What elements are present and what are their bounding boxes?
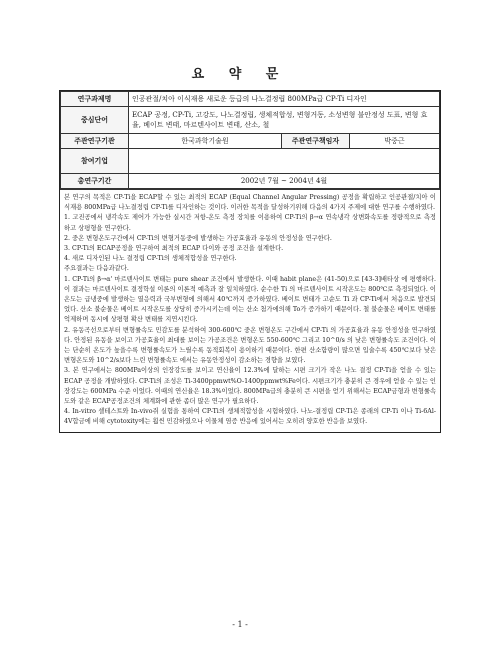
row-period	[61, 174, 440, 189]
body-paragraph: 주요결과는 다음과같다.	[64, 265, 129, 273]
period-label: 총연구기간	[61, 174, 129, 189]
body-paragraph: 3. CP-Ti의 ECAP공정을 연구하여 최적의 ECAP 다이와 공정 조건을 설계한다.	[64, 245, 284, 253]
body-paragraph: 4. 새로 디자인된 나노 결정립 CP-Ti의 생체적합성을 연구한다.	[64, 255, 237, 263]
summary-sheet	[59, 90, 441, 433]
participating-value	[129, 149, 440, 174]
row-institution	[61, 134, 440, 149]
period-value: 2002년 7월 ~ 2004년 4월	[129, 174, 440, 189]
keywords-label: 중심단어	[61, 107, 129, 134]
pi-label: 주관연구책임자	[281, 134, 349, 149]
institution-label: 주관연구기관	[61, 134, 129, 149]
body-paragraph: 2. 중온 변형온도구간에서 CP-Ti의 변형거동중에 발생하는 가공효율과 유동의 안정성을 연구한다.	[64, 234, 332, 242]
summary-body	[60, 189, 440, 432]
body-paragraph: 본 연구의 목적은 CP-Ti을 ECAP할 수 있는 최적의 ECAP (Equal Channel Angular Pressing) 공정을 확립하고 인공관절/치아 이식재용 800MPa급 나노결정립 CP-Ti를 디자인하는 것이다. 이러한 목적을 달성하기위해 다음의 4가지 주제에 대한 연구를 수행하였다.	[64, 194, 436, 212]
participating-label: 참여기업	[61, 149, 129, 174]
body-paragraph: 1. 고진공에서 냉각속도 제어가 가능한 실시간 저항-온도 측정 장치를 이용하여 CP-Ti의 β→α 연속냉각 상변화속도를 정량적으로 측정하고 상평형을 연구한다.	[64, 214, 436, 232]
row-keywords	[61, 107, 440, 134]
body-paragraph: 2. 유동곡선으로부터 변형률속도 민감도를 분석하여 300-600℃ 중온 변형온도 구간에서 CP-Ti 의 가공효율과 유동 안정성을 연구하였다. 안정된 유동을 보이고 가공효율이 최대를 보이는 가공조건은 변형온도 550-600℃ 그리고 10^0/s 의 낮은 변형률속도 조건이다. 이는 단순히 온도가 높을수록 변형률속도가 느릴수록 동적회복이 용이하기 때문이다. 한편 산소함량이 많으면 입술수록 450℃보다 낮은 변형온도와 10^2/s보다 느린 변형률속도 에서는 유동안정성이 감소하는 경향을 보였다.	[64, 326, 436, 365]
project-title-value: 인공관절/치아 이식재용 새로운 등급의 나노결정립 800MPa급 CP-Ti 디자인	[129, 92, 440, 107]
keywords-value: ECAP 공정, CP-Ti, 고강도, 나노결정립, 생체적합성, 변형거동, 소성변형 불안정성 도표, 변형 효율, 베이트 변태, 마르텐사이트 변태, 산소, 철	[129, 107, 440, 134]
row-participating	[61, 149, 440, 174]
body-paragraph: 1. CP-Ti의 β→α' 마르텐사이트 변태는 pure shear 조건에서 발생한다. 이때 habit plane은 (41-50)으로 [43-3]배타상 에 평행하다. 이 결과는 마르텐사이트 결정학설 이론의 이론적 예측과 잘 일치하였다. 순수한 Ti 의 마르텐사이트 시작온도는 800℃로 측정되었다. 이온도는 급냉중에 발생하는 열응력과 국부변형에 의해서 40℃까지 증가하였다. 베이트 변태가 고순도 Ti 과 CP-Ti에서 처음으로 발견되었다. 산소 불순물은 베이트 시작온도를 상당히 증가시키는데 이는 산소 첨가에의해 To가 증가하기 때문이다. 철 불순물은 베이트 변태를 억제하며 동시에 상평형 확산 변태를 지연시킨다.	[64, 275, 437, 324]
summary-meta-table	[60, 91, 440, 189]
project-title-label: 연구과제명	[61, 92, 129, 107]
pi-value: 박중근	[349, 134, 439, 149]
page-title: 요 약 문	[191, 67, 289, 82]
row-project-title	[61, 92, 440, 107]
page-number: - 1 -	[232, 620, 248, 629]
institution-value: 한국과학기술원	[129, 134, 282, 149]
body-paragraph: 4. In-vitro 셀테스트와 In-vivo쥐 실험을 통하여 CP-Ti의 생체적합성을 시험하였다. 나노-결정립 CP-Ti은 종래의 CP-Ti 이나 Ti-6Al-4V합금에 비해 cytotoxity에는 훨씬 민감하였으나 이물체 염증 반응에 있어서는 오히려 양호한 반응을 보였다.	[64, 408, 436, 426]
body-paragraph: 3. 본 연구에서는 800MPa이상의 인장강도를 보이고 연신율이 12.3%에 달하는 시편 크기가 작은 나노 결정 CP-Ti을 얻을 수 있는 ECAP 공정을 개발하였다. CP-Ti의 조성은 Ti-3400ppmwt%O-1400ppmwt%Fe이다. 시편크기가 충분히 큰 경우에 얻을 수 있는 인장강도는 600MPa 수준 이었다. 이때의 연신율은 18.3%이었다. 800MPa급의 충분히 큰 시편을 얻기 위해서는 ECAP금형과 변형률속도와 같은 ECAP공정조건의 체계화에 관한 좀더 많은 연구가 필요하다.	[64, 367, 436, 406]
